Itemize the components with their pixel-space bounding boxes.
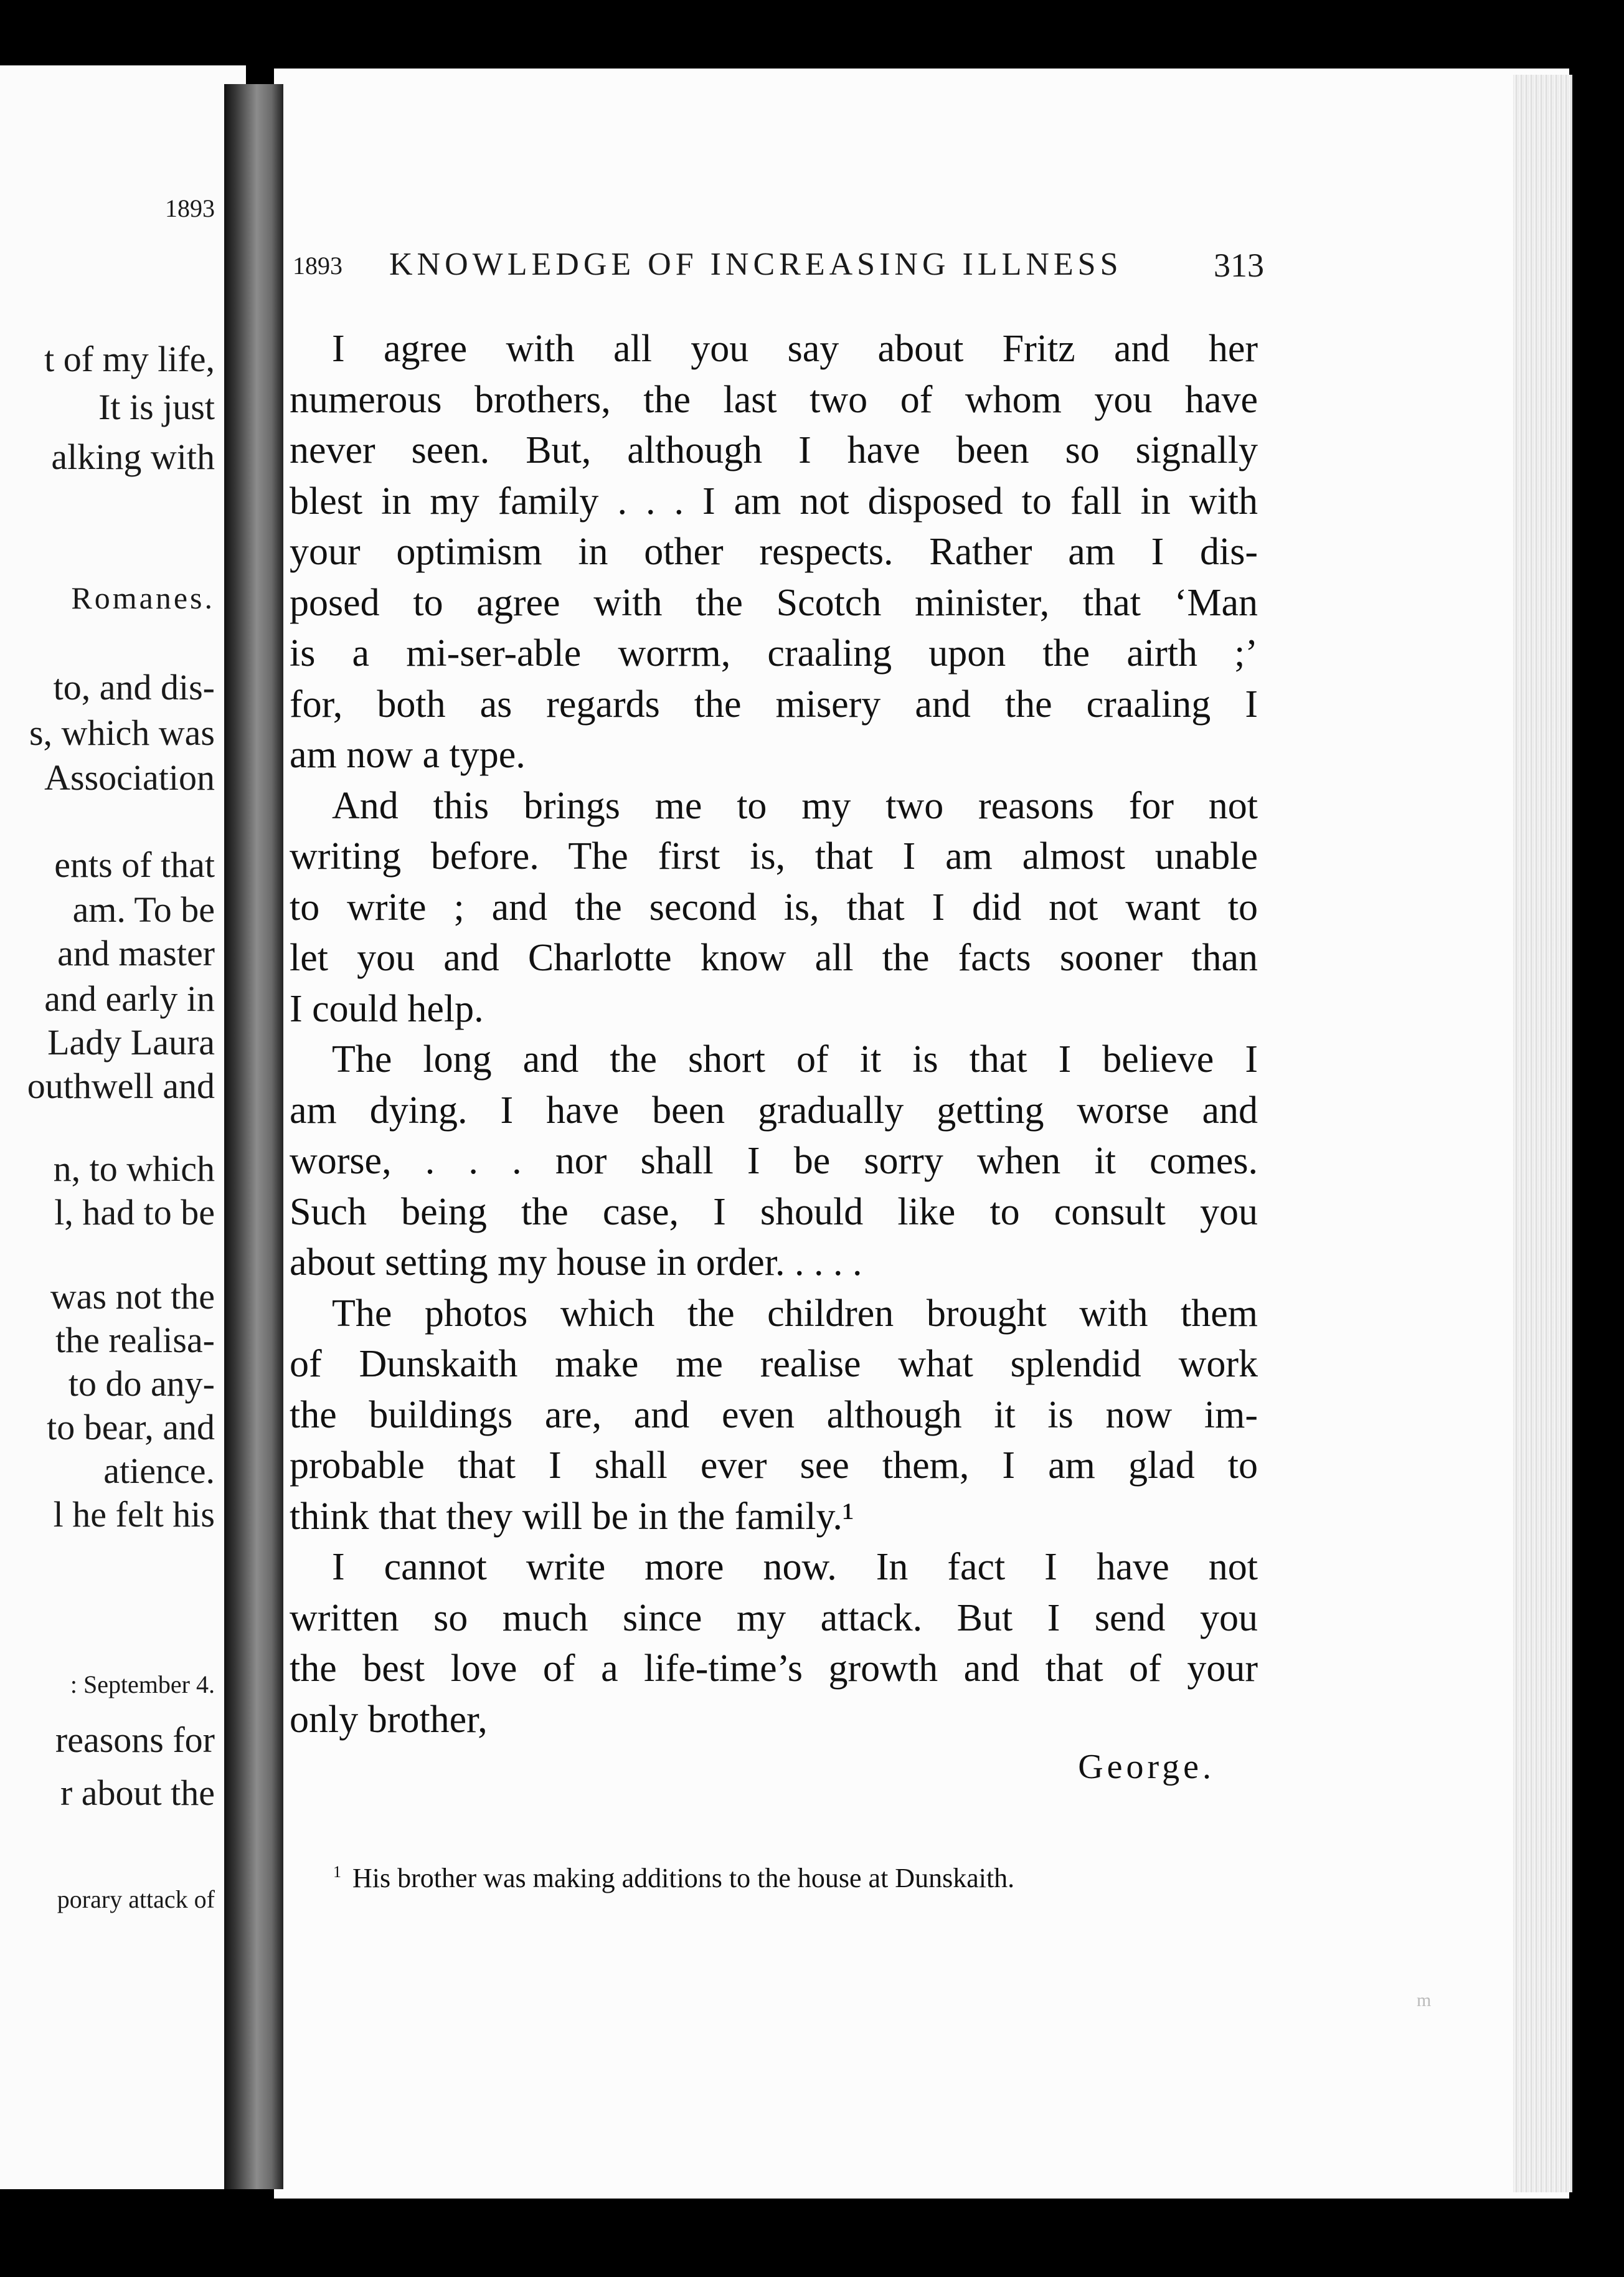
left-page-line: 1893 xyxy=(165,194,215,222)
left-page-line: s, which was xyxy=(29,712,215,753)
text-line: And this brings me to my two reasons for not xyxy=(332,784,1258,827)
text-line: The photos which the children brought with them xyxy=(332,1292,1258,1335)
text-line: I agree with all you say about Fritz and her xyxy=(332,328,1258,370)
text-line: the best love of a life-time’s growth and that of your xyxy=(290,1647,1258,1690)
left-page-line: Romanes. xyxy=(71,580,215,615)
page-number: 313 xyxy=(1214,247,1264,284)
text-line: numerous brothers, the last two of whom you have xyxy=(290,378,1258,421)
bleed-text: m xyxy=(1417,1990,1432,2010)
letter-body xyxy=(290,324,1258,1745)
text-line: probable that I shall ever see them, I am glad to xyxy=(290,1444,1258,1487)
left-page-line: outhwell and xyxy=(27,1066,215,1106)
text-line: worse, . . . nor shall I be sorry when it comes. xyxy=(290,1140,1258,1182)
text-line: blest in my family . . . I am not disposed to fall in with xyxy=(290,480,1258,523)
left-page-line: Association xyxy=(44,757,215,798)
text-line: the buildings are, and even although it is now im- xyxy=(290,1393,1258,1436)
paragraph xyxy=(290,1542,1258,1745)
left-page xyxy=(0,65,246,2189)
left-page-line: to, and dis- xyxy=(53,667,215,708)
footnote xyxy=(333,1862,1014,1894)
text-line: to write ; and the second is, that I did not want to xyxy=(290,886,1258,929)
left-page-line: : September 4. xyxy=(70,1670,215,1698)
left-page-line: reasons for xyxy=(55,1720,215,1760)
running-head-title: KNOWLEDGE OF INCREASING ILLNESS xyxy=(389,247,1123,282)
text-line: am dying. I have been gradually getting worse and xyxy=(290,1089,1258,1132)
text-line: never seen. But, although I have been so signally xyxy=(290,429,1258,471)
left-page-line: l, had to be xyxy=(54,1192,215,1233)
left-page-line: was not the xyxy=(50,1276,215,1317)
left-page-line: atience. xyxy=(103,1451,215,1491)
book-gutter xyxy=(224,84,283,2189)
left-page-line: porary attack of xyxy=(57,1885,215,1913)
footnote-text: His brother was making additions to the house at Dunskaith. xyxy=(352,1863,1015,1893)
left-page-line: the realisa- xyxy=(55,1320,215,1360)
running-head-year: 1893 xyxy=(293,252,342,280)
left-page-line: to bear, and xyxy=(47,1407,215,1447)
paragraph xyxy=(290,1289,1258,1543)
left-page-line: ents of that xyxy=(54,845,215,885)
text-line: written so much since my attack. But I send you xyxy=(290,1596,1258,1639)
left-page-line: n, to which xyxy=(53,1148,215,1189)
paragraph xyxy=(290,324,1258,781)
text-line: only brother, xyxy=(290,1698,488,1741)
text-line: your optimism in other respects. Rather am I dis- xyxy=(290,531,1258,573)
text-line: is a mi-ser-able worrm, craaling upon the airth ;’ xyxy=(290,632,1258,675)
left-page-line: Lady Laura xyxy=(47,1022,215,1063)
text-line: think that they will be in the family.¹ xyxy=(290,1495,854,1538)
footnote-marker: 1 xyxy=(333,1863,341,1882)
left-page-line: am. To be xyxy=(72,889,215,930)
left-page-line: and master xyxy=(57,933,215,973)
text-line: I could help. xyxy=(290,987,484,1030)
page-edges xyxy=(1513,75,1572,2192)
text-line: I cannot write more now. In fact I have not xyxy=(332,1546,1258,1588)
left-page-line: to do any- xyxy=(68,1363,215,1404)
paragraph xyxy=(290,1034,1258,1289)
text-line: am now a type. xyxy=(290,734,526,776)
left-page-line: It is just xyxy=(98,387,215,427)
paragraph xyxy=(290,781,1258,1035)
text-line: writing before. The first is, that I am almost unable xyxy=(290,835,1258,878)
left-page-line: and early in xyxy=(44,978,215,1019)
text-line: about setting my house in order. . . . . xyxy=(290,1241,862,1284)
left-page-line: alking with xyxy=(51,437,215,477)
left-page-line: t of my life, xyxy=(44,339,215,379)
text-line: The long and the short of it is that I believe I xyxy=(332,1038,1258,1081)
text-line: posed to agree with the Scotch minister, that ‘Man xyxy=(290,581,1258,624)
running-head xyxy=(293,246,1264,290)
text-line: let you and Charlotte know all the facts sooner than xyxy=(290,937,1258,979)
text-line: Such being the case, I should like to consult you xyxy=(290,1190,1258,1233)
left-page-line: l he felt his xyxy=(53,1494,215,1535)
text-line: for, both as regards the misery and the craaling I xyxy=(290,683,1258,726)
signature: George. xyxy=(1078,1748,1215,1786)
left-page-line: r about the xyxy=(60,1773,215,1813)
text-line: of Dunskaith make me realise what splendid work xyxy=(290,1343,1258,1385)
